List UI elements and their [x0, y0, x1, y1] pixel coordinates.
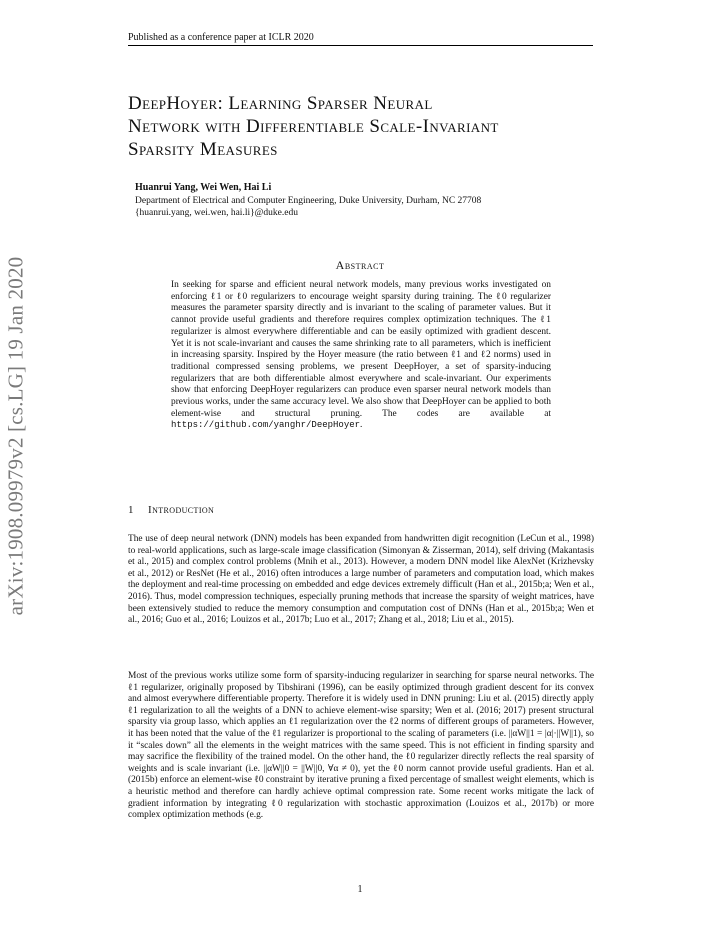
running-header: Published as a conference paper at ICLR 2020 — [128, 32, 314, 43]
abstract-body — [171, 280, 551, 432]
page-number: 1 — [357, 884, 363, 895]
abstract-text: In seeking for sparse and efficient neural network models, many previous works investigated on enforcing ℓ1 or ℓ0 regularizers to encourage weight sparsity during training. The ℓ0 regularizer measures the parameter sparsity directly and is invariant to the scaling of parameter values. But it cannot provide useful gradients and therefore requires complex optimization techniques. The ℓ1 regularizer is almost everywhere differentiable and can be easily optimized with gradient descent. Yet it is not scale-invariant and causes the same shrinking rate to all parameters, which is inefficient in increasing sparsity. Inspired by the Hoyer measure (the ratio between ℓ1 and ℓ2 norms) used in traditional compressed sensing problems, we present DeepHoyer, a set of sparsity-inducing regularizers that are both differentiable almost everywhere and scale-invariant. Our experiments show that enforcing DeepHoyer regularizers can produce even sparser neural network models than previous works, under the same accuracy level. We also show that DeepHoyer can be applied to both element-wise and structural pruning. The codes are available at — [171, 280, 551, 419]
title-line: Network with Differentiable Scale-Invariant — [128, 116, 499, 137]
affiliation-text: Department of Electrical and Computer Engineering, Duke University, Durham, NC 27708 — [135, 196, 482, 206]
intro-paragraph-2: Most of the previous works utilize some form of sparsity-inducing regularizer in searching for sparse neural networks. The ℓ1 regularizer, originally proposed by Tibshirani (1996), can be easily optimized through gradient descent for its convex and almost everywhere differentiable property. Therefore it is widely used in DNN pruning: Liu et al. (2015) directly apply ℓ1 regularization to all the weights of a DNN to achieve element-wise sparsity; Wen et al. (2016; 2017) present structural sparsity via group lasso, which applies an ℓ1 regularization over the ℓ2 norms of different groups of parameters. However, it has been noted that the value of the ℓ1 regularizer is proportional to the scaling of parameters (i.e. ||αW||1 = |α|·||W||1), so it “scales down” all the elements in the weight matrices with the same speed. This is not efficient in finding sparsity and may sacrifice the flexibility of the trained model. On the other hand, the ℓ0 regularizer directly reflects the real sparsity of weights and is scale invariant (i.e. ||αW||0 = ||W||0, ∀α ≠ 0), yet the ℓ0 norm cannot provide useful gradients. Han et al. (2015b) enforce an element-wise ℓ0 constraint by iterative pruning a fixed percentage of smallest weight elements, which is a heuristic method and therefore can hardly achieve optimal compression rate. Some recent works mitigate the lack of gradient information by integrating ℓ0 regularization with stochastic approximation (Louizos et al., 2017b) or more complex optimization methods (e.g. — [128, 671, 594, 821]
title-line: DeepHoyer: Learning Sparser Neural — [128, 93, 433, 114]
arxiv-stamp — [0, 0, 32, 932]
header-rule — [128, 45, 593, 46]
intro-paragraph-1: The use of deep neural network (DNN) models has been expanded from handwritten digit recognition (LeCun et al., 1998) to real-world applications, such as large-scale image classification (Simonyan & Zisserman, 2014), self driving (Makantasis et al., 2015) and complex control problems (Mnih et al., 2013). However, a modern DNN model like AlexNet (Krizhevsky et al., 2012) or ResNet (He et al., 2016) often introduces a large number of parameters and computation load, which makes the deployment and real-time processing on embedded and edge devices extremely difficult (Han et al., 2015b;a; Wen et al., 2016). Thus, model compression techniques, especially pruning methods that increase the sparsity of weight matrices, have been extensively studied to reduce the memory consumption and computation cost of DNNs (Han et al., 2015b;a; Wen et al., 2016; Guo et al., 2016; Louizos et al., 2017b; Luo et al., 2017; Zhang et al., 2018; Liu et al., 2015). — [128, 534, 594, 626]
code-link[interactable]: https://github.com/yanghr/DeepHoyer — [171, 420, 361, 431]
section-title: Introduction — [148, 504, 215, 516]
arxiv-stamp-text: arXiv:1908.09979v2 [cs.LG] 19 Jan 2020 — [3, 256, 28, 616]
email-text: {huanrui.yang, wei.wen, hai.li}@duke.edu — [135, 208, 298, 218]
paper-title — [128, 92, 608, 161]
author-affiliation — [135, 195, 481, 219]
abstract-heading: Abstract — [335, 258, 385, 272]
section-heading — [128, 504, 214, 516]
title-line: Sparsity Measures — [128, 139, 278, 160]
section-number: 1 — [128, 504, 134, 516]
abstract-period: . — [360, 420, 363, 431]
author-names: Huanrui Yang, Wei Wen, Hai Li — [135, 182, 272, 193]
